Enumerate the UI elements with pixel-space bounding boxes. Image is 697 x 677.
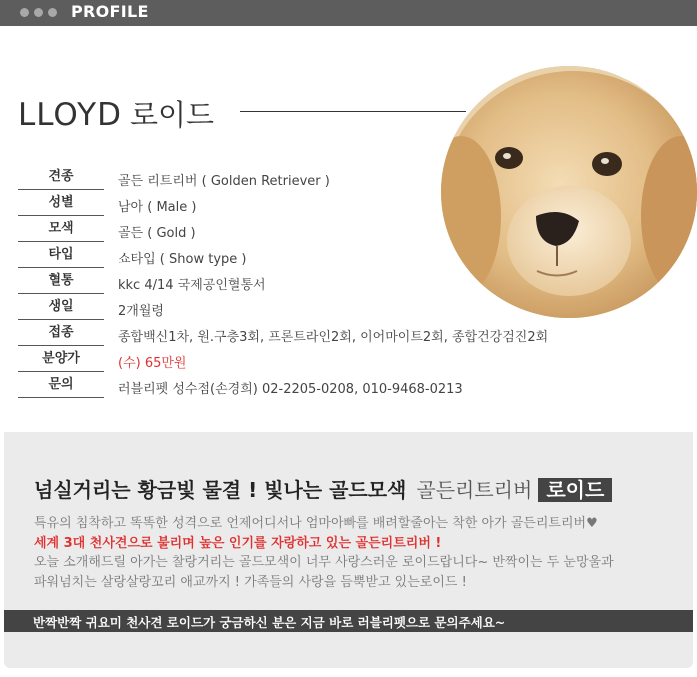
info-table <box>18 166 549 400</box>
dog-name-english: LLOYD <box>18 97 122 133</box>
info-value: 골든 ( Gold ) <box>118 226 196 241</box>
info-label: 견종 <box>18 166 104 190</box>
description-line: 오늘 소개해드릴 아가는 찰랑거리는 골드모색이 너무 사랑스러운 로이드랍니다~ 반짝이는 두 눈망울과 <box>34 555 614 570</box>
info-value: 남아 ( Male ) <box>118 200 197 215</box>
contact-banner-text: 반짝반짝 귀요미 천사견 로이드가 궁금하신 분은 지금 바로 러블리펫으로 문의주세요~ <box>33 615 506 630</box>
info-value: 종합백신1차, 원.구충3회, 프론트라인2회, 이어마이트2회, 종합건강검진2회 <box>118 330 549 345</box>
info-row-pedigree <box>18 270 538 296</box>
description-panel <box>4 432 693 668</box>
description-heading-badge: 로이드 <box>538 478 612 502</box>
description-heading <box>34 474 612 503</box>
info-label: 생일 <box>18 296 104 320</box>
profile-header-bar <box>0 0 697 26</box>
info-label: 성별 <box>18 192 104 216</box>
info-row-color <box>18 218 538 244</box>
description-heading-main: 넘실거리는 황금빛 물결 ! 빛나는 골드모색 <box>34 478 407 502</box>
dot-icon <box>20 8 29 17</box>
info-value: 쇼타입 ( Show type ) <box>118 252 247 267</box>
description-line-highlight: 세계 3대 천사견으로 불리며 높은 인기를 자랑하고 있는 골든리트리버 ! <box>34 535 442 551</box>
info-value-price: (수) 65만원 <box>118 356 187 371</box>
description-line: 특유의 침착하고 똑똑한 성격으로 언제어디서나 엄마아빠를 배려할줄아는 착한 아가 골든리트리버♥ <box>34 516 598 531</box>
dot-icon <box>48 8 57 17</box>
info-label: 혈통 <box>18 270 104 294</box>
info-row-gender <box>18 192 538 218</box>
info-row-price <box>18 348 538 374</box>
info-row-birth <box>18 296 538 322</box>
info-value: 2개월령 <box>118 304 164 319</box>
info-label: 접종 <box>18 322 104 346</box>
info-label: 문의 <box>18 374 104 398</box>
info-row-type <box>18 244 538 270</box>
header-title: PROFILE <box>71 2 149 21</box>
info-value: kkc 4/14 국제공인혈통서 <box>118 278 266 293</box>
info-row-contact <box>18 374 538 400</box>
info-row-vaccination <box>18 322 549 348</box>
description-line: 파워넘치는 살랑살랑꼬리 애교까지 ! 가족들의 사랑을 듬뿍받고 있는로이드 ! <box>34 574 467 590</box>
info-label: 타입 <box>18 244 104 268</box>
info-value: 러블리펫 성수점(손경희) 02-2205-0208, 010-9468-0213 <box>118 382 463 397</box>
info-value: 골든 리트리버 ( Golden Retriever ) <box>118 174 330 189</box>
name-divider-line <box>240 111 466 112</box>
header-dots <box>20 8 57 17</box>
dog-name <box>18 93 214 134</box>
info-row-breed <box>18 166 538 192</box>
info-label: 분양가 <box>18 348 104 372</box>
description-heading-sub: 골든리트리버 <box>416 478 533 502</box>
info-label: 모색 <box>18 218 104 242</box>
description-text <box>34 514 674 592</box>
contact-banner <box>4 610 693 632</box>
dot-icon <box>34 8 43 17</box>
dog-name-korean: 로이드 <box>129 98 214 132</box>
